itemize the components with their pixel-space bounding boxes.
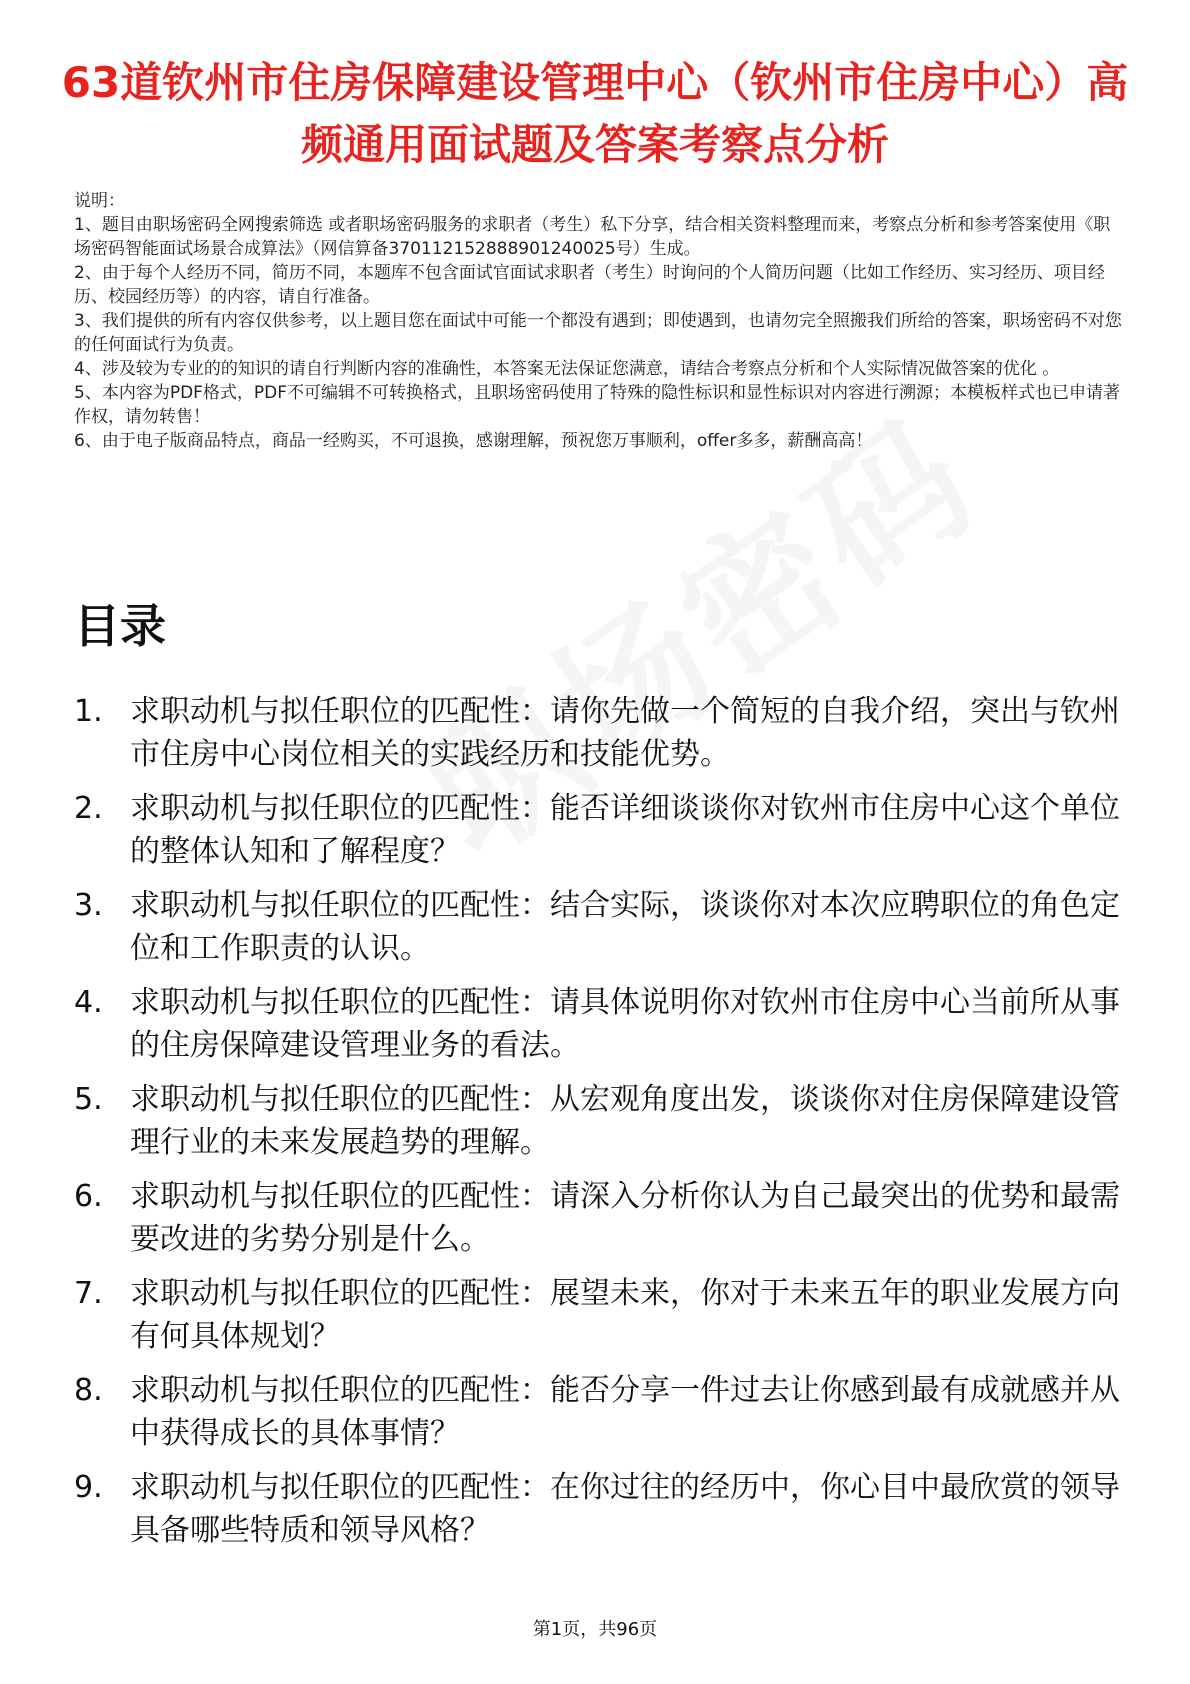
notes-section <box>74 189 1124 453</box>
note-item: 6、由于电子版商品特点，商品一经购买，不可退换，感谢理解，预祝您万事顺利，offer多多，薪酬高高！ <box>74 431 873 451</box>
note-item: 4、涉及较为专业的的知识的请自行判断内容的准确性，本答案无法保证您满意，请结合考察点分析和个人实际情况做答案的优化 。 <box>74 359 1060 379</box>
toc-item[interactable] <box>74 1078 1124 1164</box>
toc-item-number: 2. <box>74 791 103 826</box>
toc-item[interactable] <box>74 690 1124 776</box>
toc-item-number: 3. <box>74 888 103 923</box>
toc-item-text: 求职动机与拟任职位的匹配性：能否分享一件过去让你感到最有成就感并从中获得成长的具体事情？ <box>130 1373 1120 1451</box>
toc-item[interactable] <box>74 1466 1124 1552</box>
note-item: 1、题目由职场密码全网搜索筛选 或者职场密码服务的求职者（考生）私下分享，结合相关资料整理而来，考察点分析和参考答案使用《职场密码智能面试场景合成算法》（网信算备370112152888901240025号）生成。 <box>74 215 1111 259</box>
toc-item-number: 8. <box>74 1373 103 1408</box>
toc-item-number: 4. <box>74 985 103 1020</box>
toc-item-number: 6. <box>74 1179 103 1214</box>
toc-item[interactable] <box>74 1175 1124 1261</box>
document-title: 63道钦州市住房保障建设管理中心（钦州市住房中心）高频通用面试题及答案考察点分析 <box>61 58 1129 169</box>
toc-item-text: 求职动机与拟任职位的匹配性：从宏观角度出发，谈谈你对住房保障建设管理行业的未来发展趋势的理解。 <box>130 1082 1120 1160</box>
toc-item-text: 求职动机与拟任职位的匹配性：请你先做一个简短的自我介绍，突出与钦州市住房中心岗位相关的实践经历和技能优势。 <box>130 694 1120 772</box>
toc-item-text: 求职动机与拟任职位的匹配性：在你过往的经历中，你心目中最欣赏的领导具备哪些特质和领导风格？ <box>130 1470 1120 1548</box>
notes-heading: 说明： <box>74 191 125 211</box>
toc-item-number: 9. <box>74 1470 103 1505</box>
note-item: 2、由于每个人经历不同，简历不同，本题库不包含面试官面试求职者（考生）时询问的个人简历问题（比如工作经历、实习经历、项目经历、校园经历等）的内容，请自行准备。 <box>74 263 1105 307</box>
toc-item[interactable] <box>74 1369 1124 1455</box>
toc-item[interactable] <box>74 884 1124 970</box>
toc-item-number: 7. <box>74 1276 103 1311</box>
toc-item-number: 1. <box>74 694 103 729</box>
page-footer: 第1页，共96页 <box>532 1619 658 1640</box>
note-item: 3、我们提供的所有内容仅供参考，以上题目您在面试中可能一个都没有遇到；即使遇到，也请勿完全照搬我们所给的答案，职场密码不对您的任何面试行为负责。 <box>74 311 1122 355</box>
toc-item-text: 求职动机与拟任职位的匹配性：结合实际，谈谈你对本次应聘职位的角色定位和工作职责的认识。 <box>130 888 1120 966</box>
toc-item-text: 求职动机与拟任职位的匹配性：展望未来，你对于未来五年的职业发展方向有何具体规划？ <box>130 1276 1120 1354</box>
toc-item-text: 求职动机与拟任职位的匹配性：能否详细谈谈你对钦州市住房中心这个单位的整体认知和了解程度？ <box>130 791 1120 869</box>
toc-list <box>74 690 1124 1563</box>
toc-item[interactable] <box>74 787 1124 873</box>
note-item: 5、本内容为PDF格式，PDF不可编辑不可转换格式，且职场密码使用了特殊的隐性标识和显性标识对内容进行溯源；本模板样式也已申请著作权，请勿转售！ <box>74 383 1121 427</box>
toc-item-number: 5. <box>74 1082 103 1117</box>
toc-item[interactable] <box>74 981 1124 1067</box>
toc-item-text: 求职动机与拟任职位的匹配性：请深入分析你认为自己最突出的优势和最需要改进的劣势分别是什么。 <box>130 1179 1120 1257</box>
toc-item-text: 求职动机与拟任职位的匹配性：请具体说明你对钦州市住房中心当前所从事的住房保障建设管理业务的看法。 <box>130 985 1120 1063</box>
toc-item[interactable] <box>74 1272 1124 1358</box>
toc-heading: 目录 <box>74 599 166 653</box>
